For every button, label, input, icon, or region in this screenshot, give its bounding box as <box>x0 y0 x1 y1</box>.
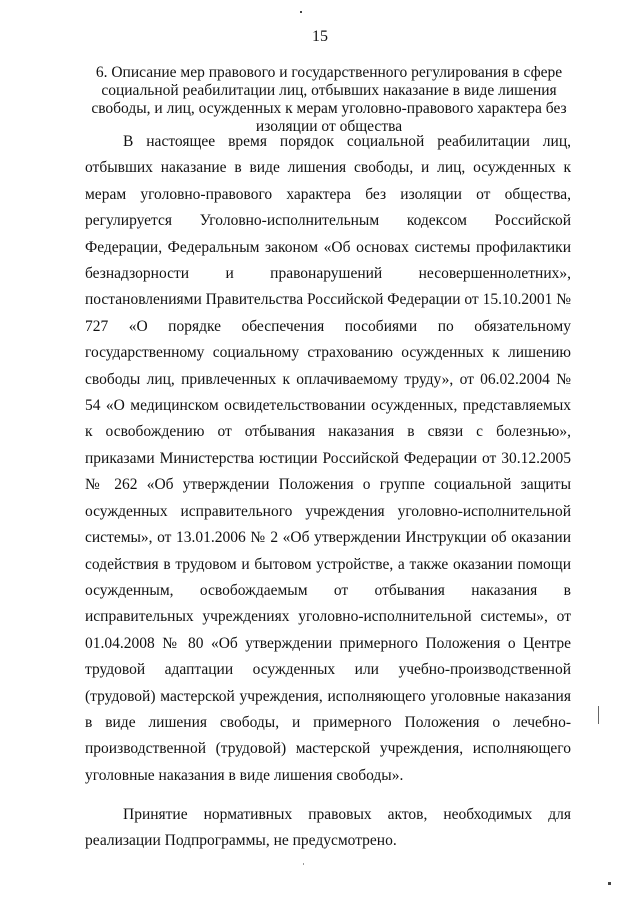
section-heading: 6. Описание мер правового и государственного регулирования в сфере социальной реабилитации лиц, отбывших наказание в виде лишения свободы, и лиц, осужденных к мерам уголовно-правового характера без изоляции от общества <box>91 64 567 135</box>
scan-mark <box>598 706 599 724</box>
page-number: 15 <box>312 28 328 45</box>
scan-speck <box>303 863 304 865</box>
scan-speck <box>300 11 302 13</box>
scan-speck <box>608 882 611 885</box>
body-paragraph-regulation: В настоящее время порядок социальной реабилитации лиц, отбывших наказание в виде лишения свободы, и лиц, осужденных к мерам уголовно-правового характера без изоляции от общества, регулируется Уголовно-исполнительным кодексом Российской Федерации, Федеральным законом «Об основах системы профилактики безнадзорности и правонарушений несовершеннолетних», постановлениями Правительства Российской Федерации от 15.10.2001 № 727 «О порядке обеспечения пособиями по обязательному государственному социальному страхованию осужденных к лишению свободы лиц, привлеченных к оплачиваемому труду», от 06.02.2004 № 54 «О медицинском освидетельствовании осужденных, представляемых к освобождению от отбывания наказания в связи с болезнью», приказами Министерства юстиции Российской Федерации от 30.12.2005 № 262 «Об утверждении Положения о группе социальной защиты осужденных исправительного учреждения уголовно-исполнительной системы», от 13.01.2006 № 2 «Об утверждении Инструкции об оказании содействия в трудовом и бытовом устройстве, а также оказании помощи осужденным, освобождаемым от отбывания наказания в исправительных учреждениях уголовно-исполнительной системы», от 01.04.2008 № 80 «Об утверждении примерного Положения о Центре трудовой адаптации осужденных или учебно-производственной (трудовой) мастерской учреждения, исполняющего уголовные наказания в виде лишения свободы, и примерного Положения о лечебно-производственной (трудовой) мастерской учреждения, исполняющего уголовные наказания в виде лишения свободы». <box>85 133 571 784</box>
body-paragraph-conclusion: Принятие нормативных правовых актов, необходимых для реализации Подпрограммы, не предусмотрено. <box>85 806 571 849</box>
